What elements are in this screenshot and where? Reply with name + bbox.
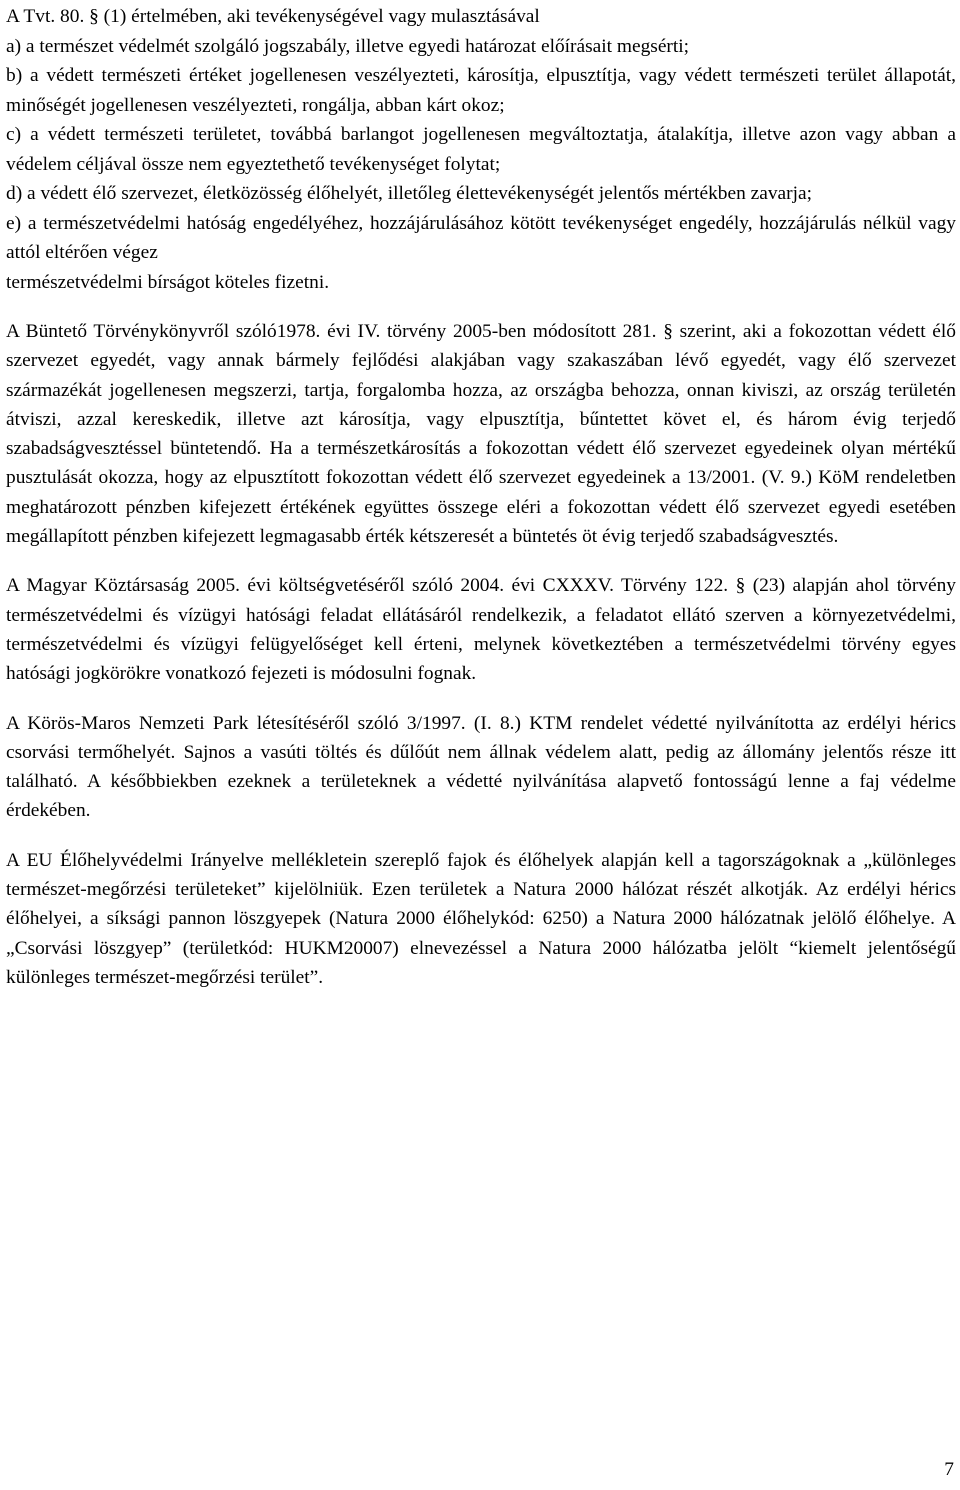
page-number: 7	[944, 1459, 954, 1480]
document-page	[6, 0, 956, 992]
paragraph-national-park: A Körös-Maros Nemzeti Park létesítéséről szóló 3/1997. (I. 8.) KTM rendelet védetté nyilvánította az erdélyi hérics csorvási termőhelyét. Sajnos a vasúti töltés és dűlőút nem állnak védelem alatt, pedig az állomány jelentős része itt található. A későbbiekben ezeknek a területeknek a védetté nyilvánítása alapvető fontosságú lenne a faj védelme érdekében.	[6, 712, 956, 822]
paragraph-budget-law: A Magyar Köztársaság 2005. évi költségvetéséről szóló 2004. évi CXXXV. Törvény 122. § (23) alapján ahol törvény természetvédelmi és vízügyi hatósági feladat ellátásáról rendelkezik, a feladatot ellátó szerven a környezetvédelmi, természetvédelmi és vízügyi felügyelőséget kell érteni, melynek következtében a természetvédelmi törvény egyes hatósági jogkörökre vonatkozó fejezeti is módosulni fognak.	[6, 575, 956, 685]
list-item-b: b) a védett természeti értéket jogellenesen veszélyezteti, károsítja, elpusztítja, vagy védett természeti terület állapotát, minőségét jogellenesen veszélyezteti, rongálja, abban kárt okoz;	[6, 65, 956, 116]
list-item-a: a) a természet védelmét szolgáló jogszabály, illetve egyedi határozat előírásait megsérti;	[6, 35, 690, 57]
section1-closing: természetvédelmi bírságot köteles fizetni.	[6, 271, 330, 293]
list-item-c: c) a védett természeti területet, továbbá barlangot jogellenesen megváltoztatja, átalakítja, illetve azon vagy abban a védelem céljával össze nem egyeztethető tevékenységet folytat;	[6, 124, 956, 175]
paragraph-natura-2000: A EU Élőhelyvédelmi Irányelve mellékletein szereplő fajok és élőhelyek alapján kell a tagországoknak a „különleges természet-megőrzési területeket” kijelölniük. Ezen területek a Natura 2000 hálózat részét alkotják. Az erdélyi hérics élőhelyei, a síksági pannon löszgyepek (Natura 2000 élőhelykód: 6250) a Natura 2000 hálózatnak jelölő élőhelye. A „Csorvási löszgyep” (területkód: HUKM20007) elnevezéssel a Natura 2000 hálózatba jelölt “kiemelt jelentőségű különleges természet-megőrzési terület”.	[6, 849, 956, 988]
list-item-d: d) a védett élő szervezet, életközösség élőhelyét, illetőleg élettevékenységét jelentős mértékben zavarja;	[6, 183, 812, 204]
paragraph-criminal-code: A Büntető Törvénykönyvről szóló1978. évi IV. törvény 2005-ben módosított 281. § szerint, aki a fokozottan védett élő szervezet egyedét, vagy annak bármely fejlődési alakjában vagy szakaszában lévő egyedét, vagy élő szervezet származékát jogellenesen megszerzi, tartja, forgalomba hozza, az országba behozza, onnan kiviszi, az ország területén átviszi, azzal kereskedik, illetve azt károsítja, vagy elpusztítja, bűntettet követ el, és három évig terjedő szabadságvesztéssel büntetendő. Ha a természetkárosítás a fokozottan védett élő szervezet egyedeinek olyan mértékű pusztulását okozza, hogy az elpusztított fokozottan védett élő szervezet egyedeinek a 13/2001. (V. 9.) KöM rendeletben meghatározott pénzben kifejezett értékének együttes összege eléri a fokozottan védett élő szervezet egyedi esetében megállapított pénzben kifejezett legmagasabb érték kétszeresét a büntetés öt évig terjedő szabadságvesztés.	[6, 321, 956, 548]
section-penalty-provisions	[6, 2, 956, 297]
section1-intro: A Tvt. 80. § (1) értelmében, aki tevékenységével vagy mulasztásával	[6, 6, 540, 27]
list-item-e: e) a természetvédelmi hatóság engedélyéhez, hozzájárulásához kötött tevékenységet engedély, hozzájárulás nélkül vagy attól eltérően végez	[6, 212, 956, 263]
